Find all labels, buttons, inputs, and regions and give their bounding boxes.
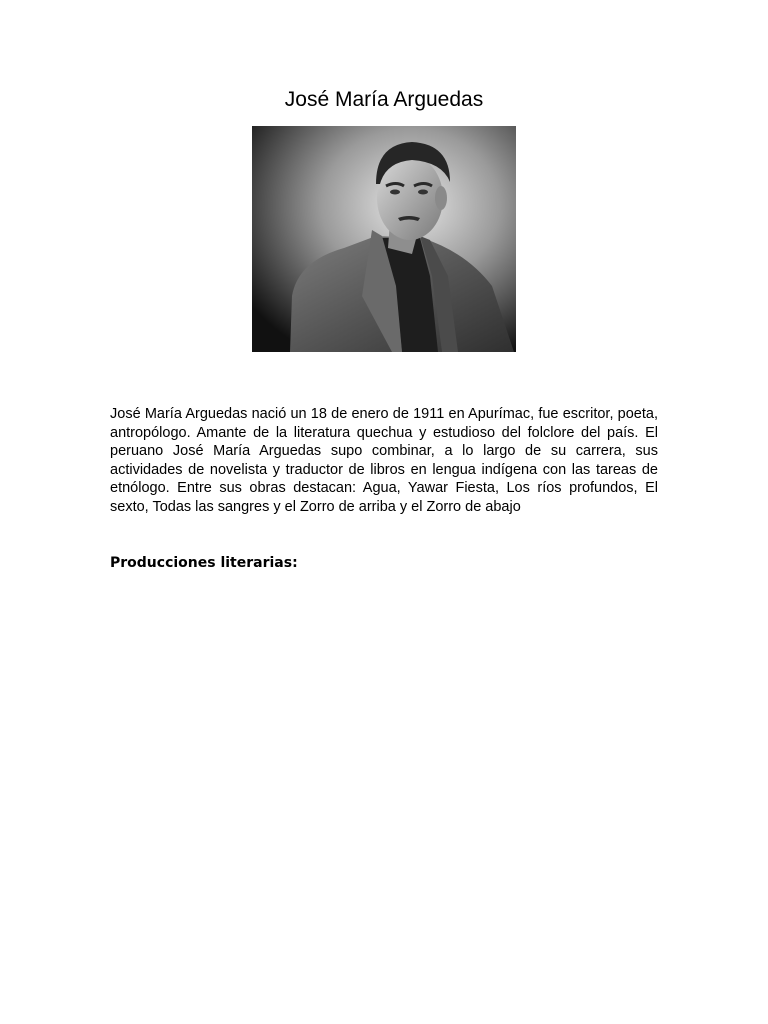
biography-paragraph: José María Arguedas nació un 18 de enero de 1911 en Apurímac, fue escritor, poeta, antropólogo. Amante de la literatura quechua y estudioso del folclore del país. El peruano José María Arguedas supo combinar, a lo largo de su carrera, sus actividades de novelista y traductor de libros en lengua indígena con las tareas de etnólogo. Entre sus obras destacan: Agua, Yawar Fiesta, Los ríos profundos, El sexto, Todas las sangres y el Zorro de arriba y el Zorro de abajo — [110, 406, 658, 515]
page-title: José María Arguedas — [284, 88, 484, 111]
section-heading: Producciones literarias: — [110, 555, 298, 571]
portrait-photo — [252, 126, 516, 352]
